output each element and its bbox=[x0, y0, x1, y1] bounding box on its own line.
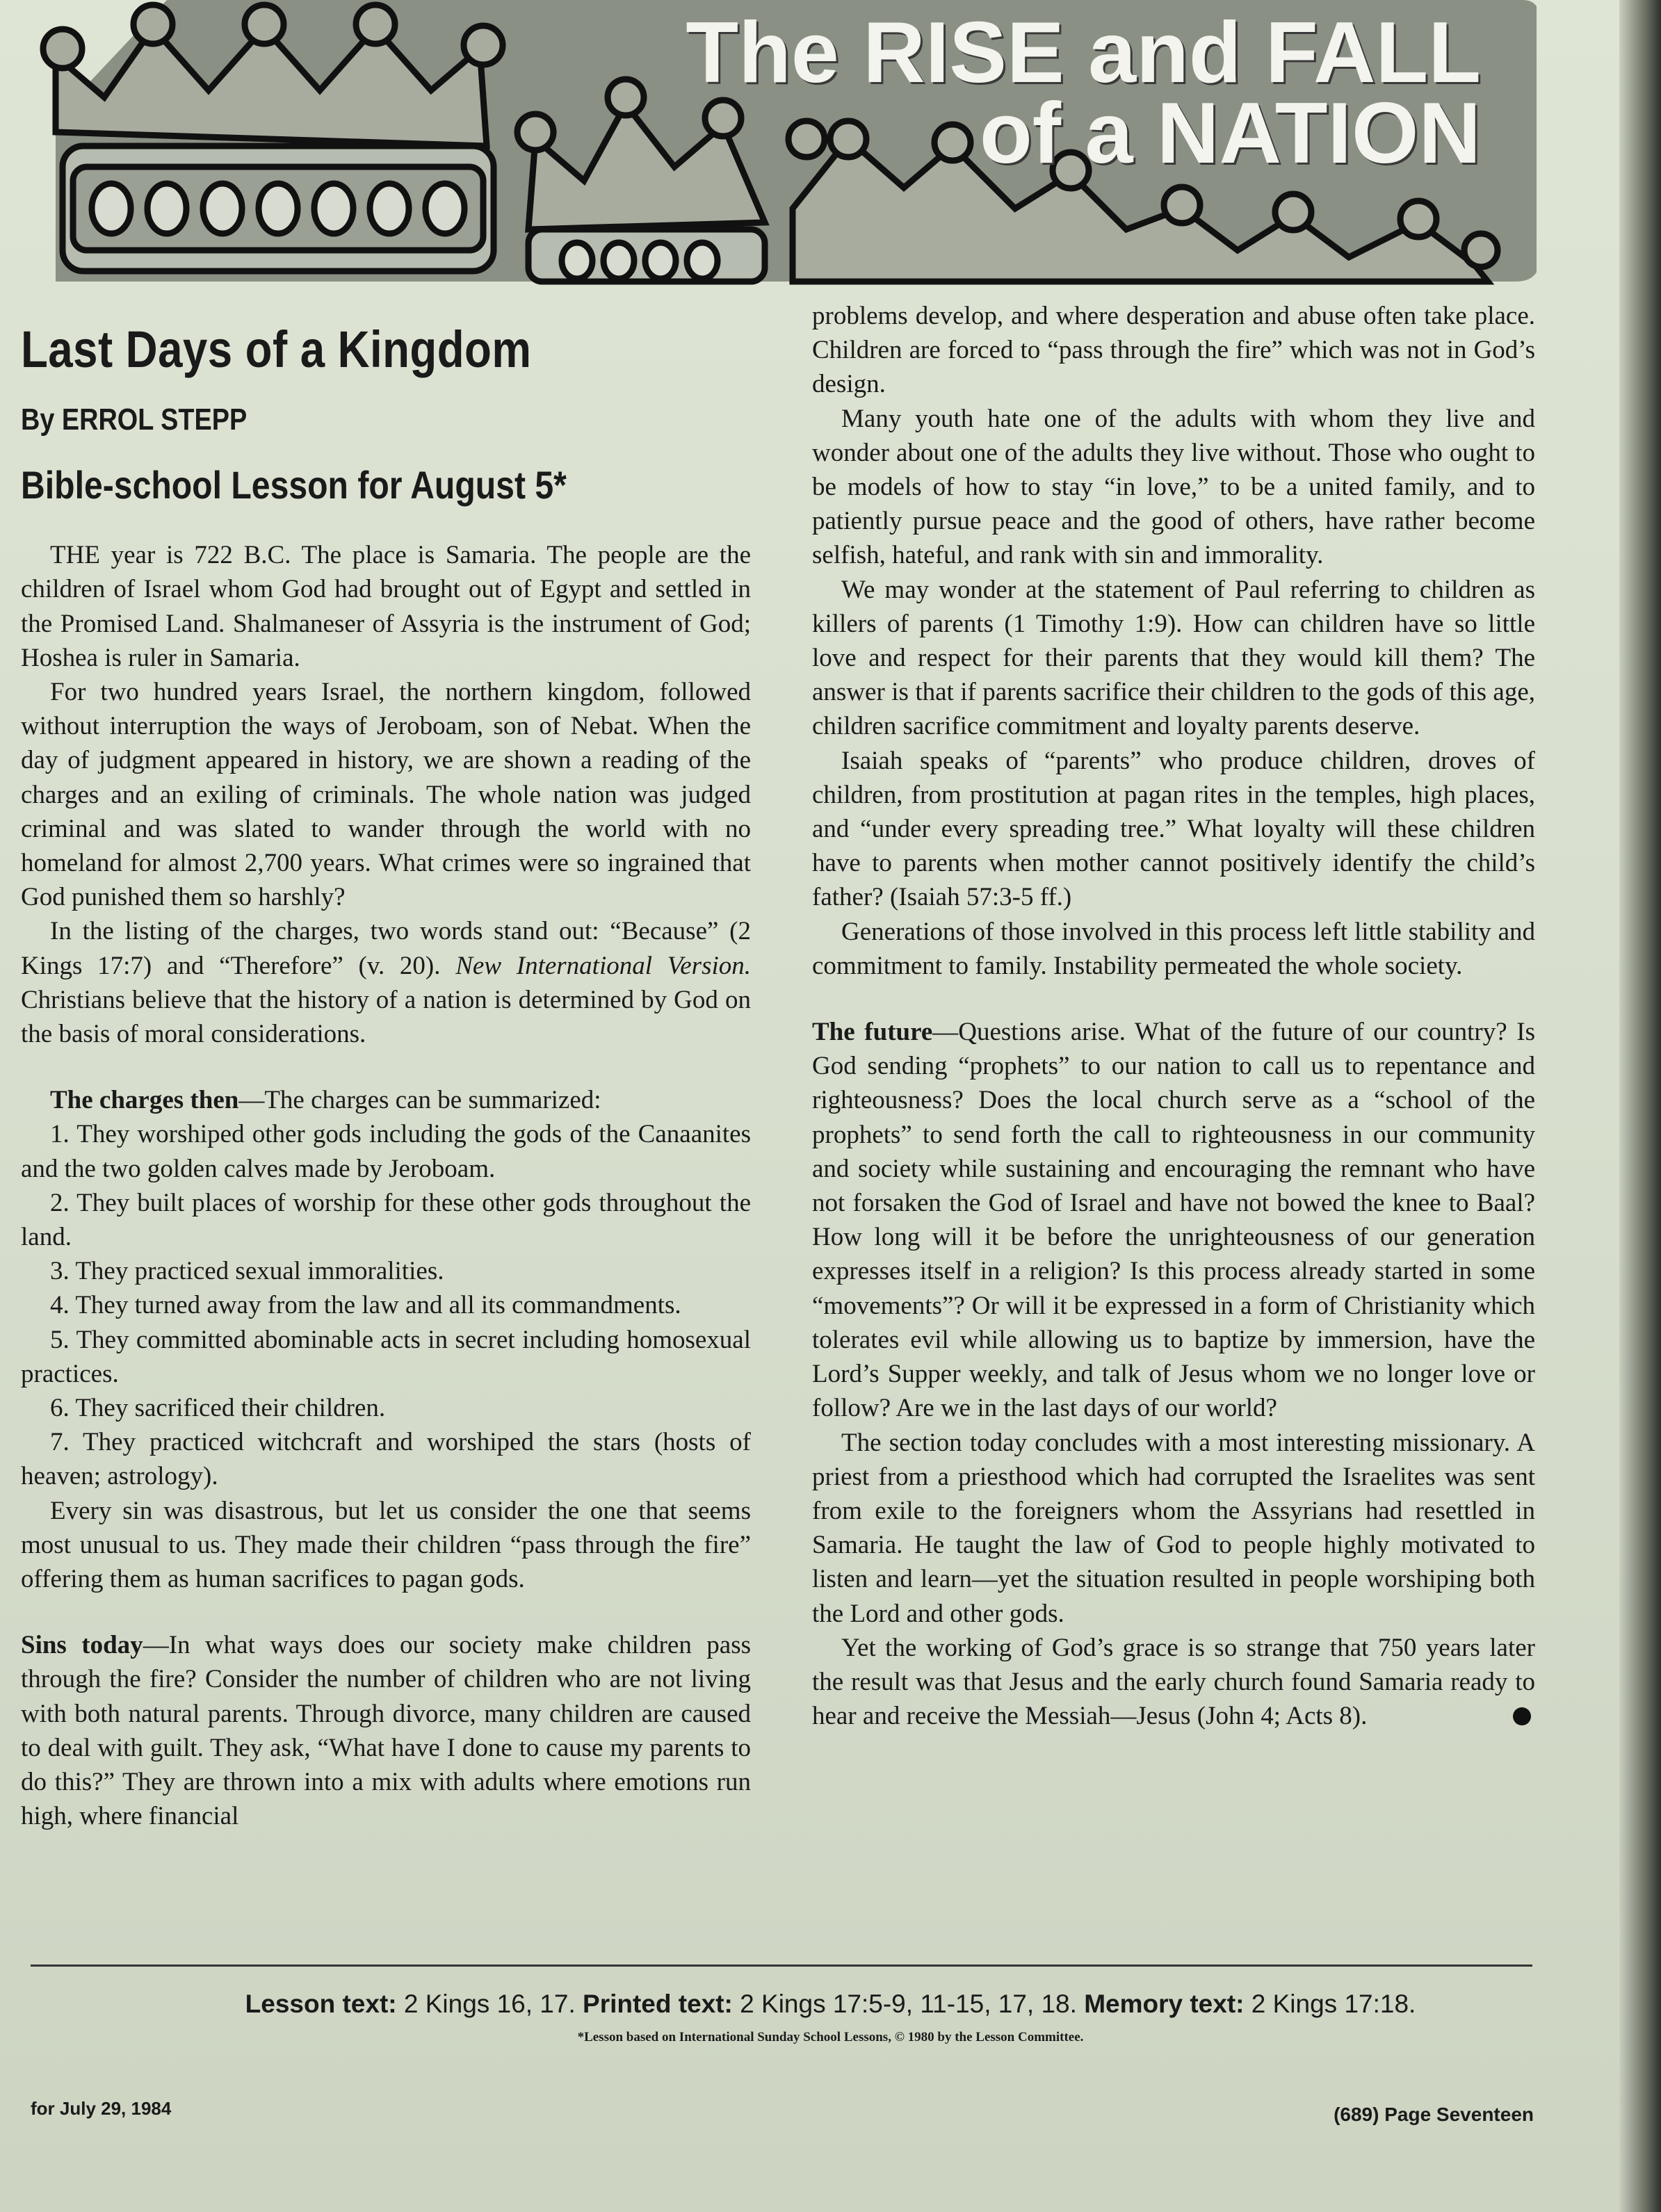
closing-paragraph: The section today concludes with a most interesting missionary. A priest from a priesthood which had corrupted the Israelites was sent from exile to the foreigners whom the Assyrians had resettled in Samaria. He taught the law of God to people highly motivated to listen and learn—yet the situation resulted in people worshiping both the Lord and other gods. bbox=[812, 1428, 1535, 1628]
charge-item: 5. They committed abominable acts in secret including homosexual practices. bbox=[21, 1325, 751, 1388]
sins-today-paragraph bbox=[21, 1628, 751, 1833]
banner-title-line2: of a NATION bbox=[980, 86, 1481, 181]
title-banner bbox=[28, 0, 1537, 295]
future-text: —Questions arise. What of the future of our country? Is God sending “prophets” to our nation to call us to repentance and righteousness? Does the local church serve as a “school of the prophets” to send forth the call to righteousness in our community and society while sustaining and encouraging the remnant who have not forsaken the God of Israel and have not bowed the knee to Baal? How long will it be before the unrighteousness of our generation expresses itself in a religion? Is this process already started in some “movements”? Or will it be expressed in a form of Christianity which tolerates evil while allowing us to baptize by immersion, have the Lord’s Supper weekly, and talk of Jesus whom we no longer love or follow? Are we in the last days of our world? bbox=[812, 1018, 1535, 1423]
banner-title bbox=[686, 5, 1481, 181]
future-paragraph bbox=[812, 1015, 1535, 1425]
body-paragraph: We may wonder at the statement of Paul referring to children as killers of parents (1 Timothy 1:9). How can children have so little love and respect for their parents that they would kill them? The answer is that if parents sacrifice their children to the gods of this age, children sacrifice commitment and loyalty parents deserve. bbox=[812, 575, 1535, 741]
lesson-footnote: *Lesson based on International Sunday School Lessons, © 1980 by the Lesson Committee. bbox=[577, 2030, 1084, 2044]
intro-paragraph: THE year is 722 B.C. The place is Samaria. The people are the children of Israel whom God had brought out of Egypt and settled in the Promised Land. Shalmaneser of Assyria is the instrument of God; Hoshea is ruler in Samaria. bbox=[21, 541, 751, 672]
charges-lead: The charges then bbox=[50, 1086, 239, 1115]
charges-section bbox=[21, 1083, 751, 1596]
lesson-text-label: Lesson text: bbox=[245, 1990, 397, 2018]
future-lead: The future bbox=[812, 1018, 933, 1047]
end-of-article-bullet-icon bbox=[1513, 1707, 1531, 1725]
charge-item: 6. They sacrificed their children. bbox=[50, 1393, 386, 1422]
body-paragraph: Isaiah speaks of “parents” who produce children, droves of children, from prostitution at pagan rites in the temples, high places, and “under every spreading tree.” What loyalty will these children have to parents when mother cannot positively identify the child’s father? (Isaiah 57:3-5 ff.) bbox=[812, 746, 1535, 912]
body-paragraph: Many youth hate one of the adults with whom they live and wonder about one of the adults they live without. Those who ought to be models of how to stay “in love,” to be a united family, and to patiently pursue peace and the good of others, have rather become selfish, hateful, and rank with sin and immorality. bbox=[812, 404, 1535, 570]
sins-today-lead: Sins today bbox=[21, 1631, 143, 1660]
lesson-references bbox=[0, 1990, 1661, 2019]
closing-text: Yet the working of God’s grace is so strange that 750 years later the result was that Jesus and the early church found Samaria ready to hear and receive the Messiah—Jesus (John 4; Acts 8). bbox=[812, 1633, 1535, 1731]
issue-date: for July 29, 1984 bbox=[31, 2098, 172, 2119]
printed-text-label: Printed text: bbox=[583, 1990, 733, 2018]
closing-paragraph bbox=[812, 1631, 1535, 1734]
charges-after: Every sin was disastrous, but let us consider the one that seems most unusual to us. They made their children “pass through the fire” offering them as human sacrifices to pagan gods. bbox=[21, 1496, 751, 1593]
memory-text-value: 2 Kings 17:18. bbox=[1251, 1990, 1416, 2018]
left-column bbox=[21, 299, 751, 1833]
charge-item: 4. They turned away from the law and all its commandments. bbox=[50, 1291, 681, 1320]
article-subhead: Bible-school Lesson for August 5* bbox=[21, 463, 567, 507]
article-byline: By ERROL STEPP bbox=[21, 402, 248, 437]
continued-paragraph: problems develop, and where desperation and abuse often take place. Children are forced to “pass through the fire” which was not in God’s design. bbox=[812, 302, 1535, 399]
charge-item: 1. They worshiped other gods including the gods of the Canaanites and the two golden calves made by Jeroboam. bbox=[21, 1120, 751, 1183]
article-headline: Last Days of a Kingdom bbox=[21, 320, 532, 378]
lesson-text-value: 2 Kings 16, 17. bbox=[403, 1990, 576, 2018]
memory-text-label: Memory text: bbox=[1084, 1990, 1245, 2018]
footer-divider bbox=[31, 1965, 1532, 1967]
printed-text-value: 2 Kings 17:5-9, 11-15, 17, 18. bbox=[740, 1990, 1077, 2018]
charges-intro bbox=[21, 1083, 751, 1117]
charges-intro-text: —The charges can be summarized: bbox=[238, 1086, 601, 1115]
page-binding-edge bbox=[1619, 0, 1661, 2212]
intro-paragraph bbox=[21, 914, 751, 1051]
sins-today-text: —In what ways does our society make children pass through the fire? Consider the number of children who are not living with both natural parents. Through divorce, many children are caused to deal with guilt. They ask, “What have I done to cause my parents to do this?” They are thrown into a mix with adults where emotions run high, where financial bbox=[21, 1631, 752, 1831]
sins-today-section bbox=[21, 1628, 751, 1833]
charge-item: 3. They practiced sexual immoralities. bbox=[50, 1257, 444, 1286]
page-number: (689) Page Seventeen bbox=[1334, 2104, 1534, 2125]
intro-paragraph-text: In the listing of the charges, two words stand out: “Because” (2 Kings 17:7) and “Therefore” (v. 20). bbox=[21, 917, 751, 980]
intro-paragraph-text: Christians believe that the history of a nation is determined by God on the basis of moral considerations. bbox=[21, 985, 751, 1048]
body-paragraph: Generations of those involved in this process left little stability and commitment to family. Instability permeated the whole society. bbox=[812, 917, 1535, 980]
banner-title-line1: The RISE and FALL bbox=[686, 5, 1481, 101]
future-section bbox=[812, 1015, 1535, 1733]
charge-item: 7. They practiced witchcraft and worshiped the stars (hosts of heaven; astrology). bbox=[21, 1428, 751, 1491]
intro-section bbox=[21, 538, 751, 1051]
intro-paragraph: For two hundred years Israel, the northern kingdom, followed without interruption the ways of Jeroboam, son of Nebat. When the day of judgment appeared in history, we are shown a reading of the charges and an exiling of criminals. The whole nation was judged criminal and was slated to wander through the world with no homeland for almost 2,700 years. What crimes were so ingrained that God punished them so harshly? bbox=[21, 677, 751, 912]
right-column bbox=[812, 299, 1535, 1733]
charge-item: 2. They built places of worship for these other gods throughout the land. bbox=[21, 1188, 751, 1251]
bible-version: New International Version. bbox=[455, 951, 752, 980]
